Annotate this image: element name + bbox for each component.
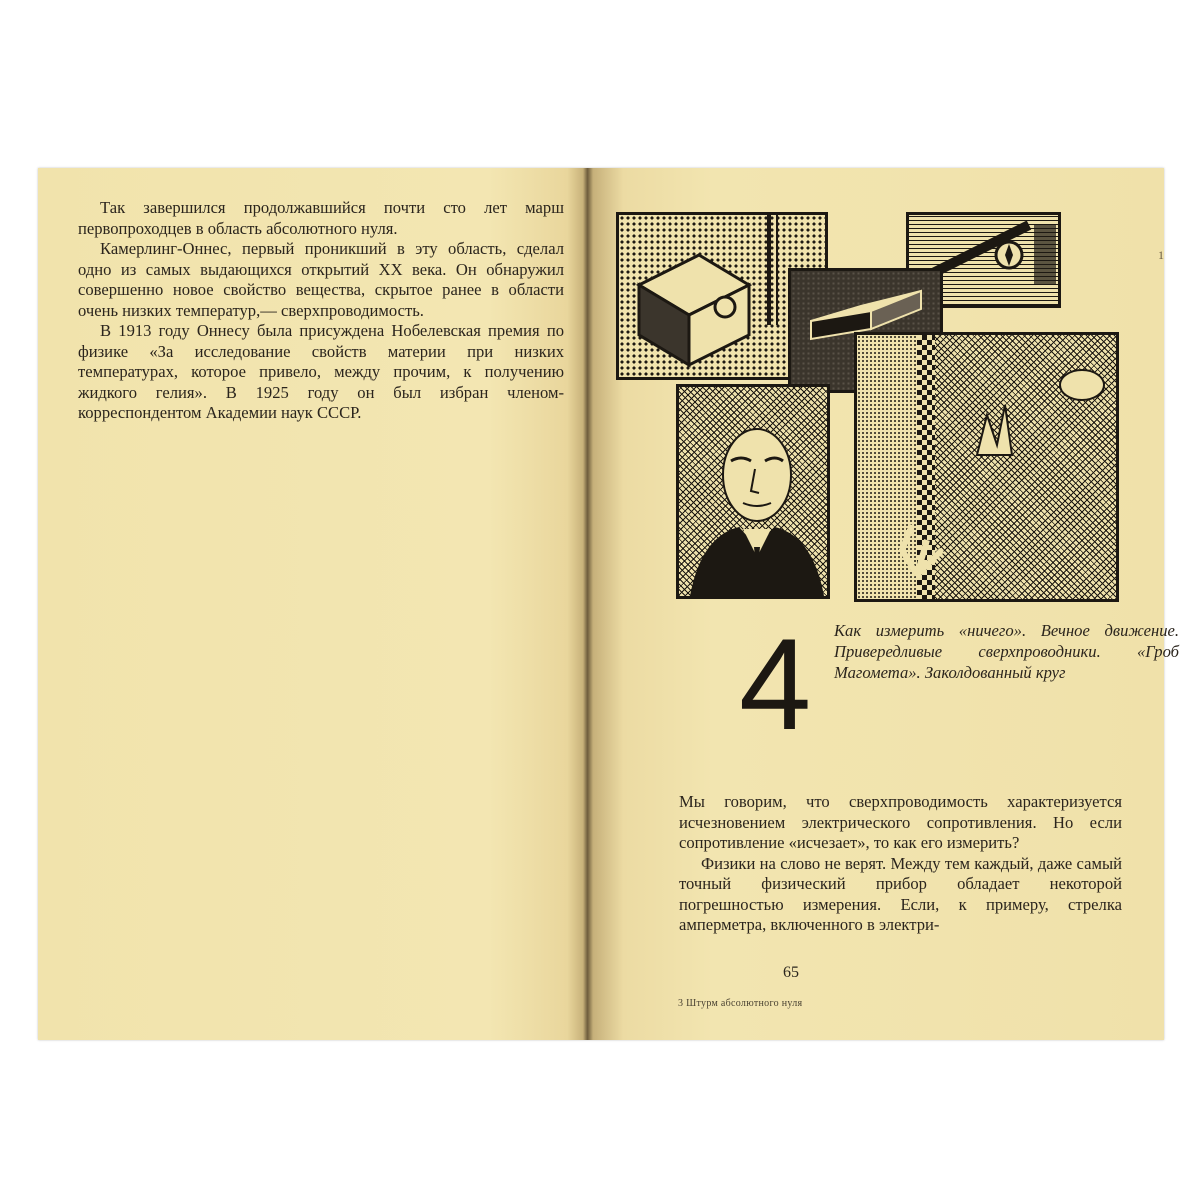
paragraph: Мы говорим, что сверхпроводимость характеризуется исчезновением электрического сопротивления. Но если сопротивление «исчезает», то как его измерить?	[679, 792, 1122, 852]
signature-footer: 3 Штурм абсолютного нуля	[678, 998, 803, 1009]
edge-mark: 1	[1158, 248, 1164, 262]
chapter-number: 4	[739, 611, 812, 757]
hand-drawing	[857, 335, 1119, 602]
paragraph: Камерлинг-Оннес, первый проникший в эту область, сделал одно из самых выдающихся открытий XX века. Он обнаружил совершенно новое свойство вещества, скрытое ранее в области очень низких температур,— сверхпроводимость.	[78, 239, 564, 320]
right-page	[586, 168, 1179, 1040]
left-page-text	[78, 198, 564, 424]
left-page	[38, 168, 583, 1040]
paragraph: В 1913 году Оннесу была присуждена Нобелевская премия по физике «За исследование свойств материи при низких температурах, которое привело, между прочим, к получению жидкого гелия». В 1925 году он был избран членом-корреспондентом Академии наук СССР.	[78, 321, 564, 422]
portrait-drawing	[679, 387, 830, 599]
right-page-text	[679, 792, 1122, 936]
paragraph: Так завершился продолжавшийся почти сто лет марш первопроходцев в область абсолютного нуля.	[78, 198, 564, 238]
page-number: 65	[783, 964, 799, 981]
illustration-panel-abstract	[854, 332, 1119, 602]
chapter-subtitle: Как измерить «ничего». Вечное движение. Привередливые сверхпроводники. «Гроб Магомета». Заколдованный круг	[834, 621, 1179, 682]
paragraph: Физики на слово не верят. Между тем каждый, даже самый точный физический прибор обладает некоторой погрешностью измерения. Если, к примеру, стрелка амперметра, включенного в электри-	[679, 853, 1122, 934]
book-spread	[38, 168, 1179, 1040]
portrait-panel	[676, 384, 830, 599]
chapter-illustration-collage	[616, 212, 1164, 604]
